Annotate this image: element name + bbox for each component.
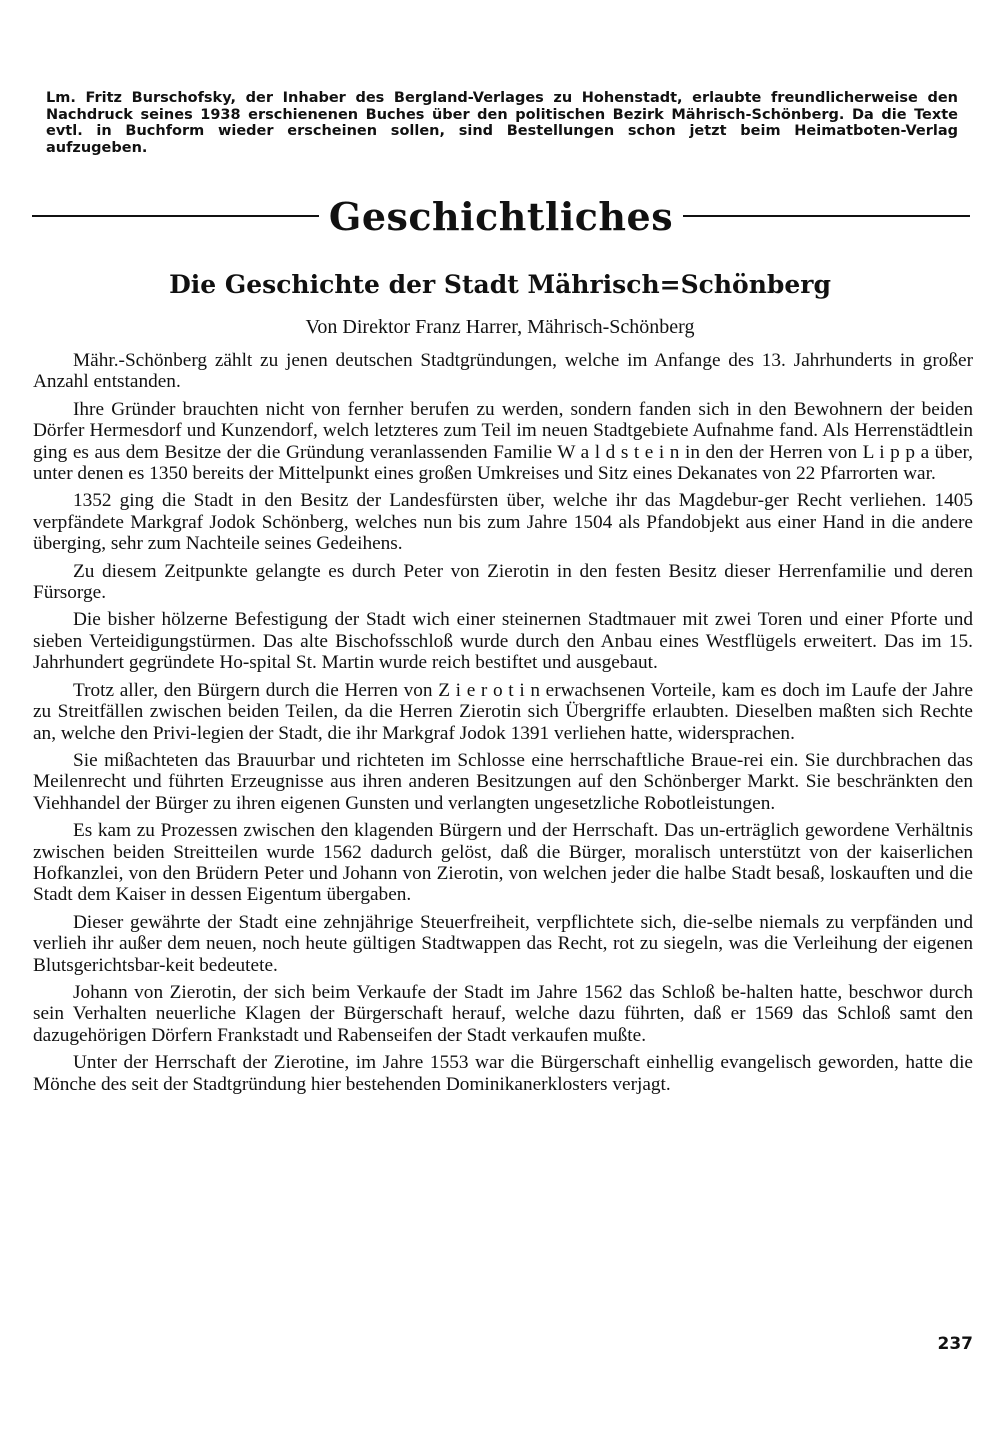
paragraph: Es kam zu Prozessen zwischen den klagenden Bürgern und der Herrschaft. Das un-erträglich gewordene Verhältnis zwischen beiden Streitteilen wurde 1562 dadurch gelöst, daß die Bürger, moralisch unterstützt von der kaiserlichen Hofkanzlei, von den Brüdern Peter und Johann von Zierotin, von welchen jeder die halbe Stadt besaß, loskauften und die Stadt dem Kaiser in dessen Eigentum übergaben. bbox=[33, 820, 973, 906]
section-title: Geschichtliches bbox=[328, 193, 674, 239]
paragraph: Ihre Gründer brauchten nicht von fernher berufen zu werden, sondern fanden sich in den Bewohnern der beiden Dörfer Hermesdorf und Kunzendorf, welch letzteres zum Teil im neuen Stadtgebiete Aufnahme fand. Als Herrenstädtlein ging es aus dem Besitze der die Gründung veranlassenden Familie W a l d s t e i n in den der Herren von L i p p a über, unter denen es 1350 bereits der Mittelpunkt eines großen Umkreises und Sitz eines Dekanates von 22 Pfarrorten war. bbox=[33, 398, 973, 485]
paragraph: Zu diesem Zeitpunkte gelangte es durch Peter von Zierotin in den festen Besitz dieser Herrenfamilie und deren Fürsorge. bbox=[33, 560, 973, 604]
article-title: Die Geschichte der Stadt Mährisch=Schönberg bbox=[169, 270, 831, 299]
paragraph: Mähr.-Schönberg zählt zu jenen deutschen Stadtgründungen, welche im Anfange des 13. Jahrhunderts in großer Anzahl entstanden. bbox=[33, 350, 973, 393]
paragraph: Sie mißachteten das Brauurbar und richteten im Schlosse eine herrschaftliche Braue-rei ein. Sie durchbrachen das Meilenrecht und führten Erzeugnisse aus ihren anderen Besitzungen auf den Schönberger Markt. Sie beschränkten den Viehhandel der Bürger zu ihren eigenen Gunsten und verlangten ungesetzliche Robotleistungen. bbox=[33, 749, 973, 814]
paragraph: Dieser gewährte der Stadt eine zehnjährige Steuerfreiheit, verpflichtete sich, die-selbe niemals zu verpfänden und verlieh ihr außer dem neuen, noch heute gültigen Stadtwappen das Recht, rot zu siegeln, was die Verleihung der eigenen Blutsgerichtsbar-keit bedeutete. bbox=[33, 911, 973, 976]
paragraph: Unter der Herrschaft der Zierotine, im Jahre 1553 war die Bürgerschaft einhellig evangelisch geworden, hatte die Mönche des seit der Stadtgründung hier bestehenden Dominikanerklosters verjagt. bbox=[33, 1052, 973, 1095]
left-rule bbox=[32, 215, 319, 217]
paragraph: Trotz aller, den Bürgern durch die Herren von Z i e r o t i n erwachsenen Vorteile, kam es doch im Laufe der Jahre zu Streitfällen zwischen beiden Teilen, da die Herren Zierotin sich Übergriffe erlaubten. Dieselben maßten sich Rechte an, welche den Privi-legien der Stadt, die ihr Markgraf Jodok 1391 verliehen hatte, widersprachen. bbox=[33, 679, 973, 744]
section-header bbox=[32, 188, 970, 244]
editorial-note: Lm. Fritz Burschofsky, der Inhaber des Bergland-Verlages zu Hohenstadt, erlaubte freundlicherweise den Nachdruck seines 1938 erschienenen Buches über den politischen Bezirk Mährisch-Schönberg. Da die Texte evtl. in Buchform wieder erscheinen sollen, sind Bestellungen schon jetzt beim Heimatboten-Verlag aufzugeben. bbox=[46, 90, 958, 156]
paragraph: 1352 ging die Stadt in den Besitz der Landesfürsten über, welche ihr das Magdebur-ger Recht verliehen. 1405 verpfändete Markgraf Jodok Schönberg, welches nun bis zum Jahre 1504 als Pfandobjekt aus einer Hand in die andere überging, sehr zum Nachteile seines Gedeihens. bbox=[33, 490, 973, 555]
paragraph: Die bisher hölzerne Befestigung der Stadt wich einer steinernen Stadtmauer mit zwei Toren und einer Pforte und sieben Verteidigungstürmen. Das alte Bischofsschloß wurde durch den Anbau eines Westflügels erweitert. Das im 15. Jahrhundert gegründete Ho-spital St. Martin wurde reich bestiftet und ausgebaut. bbox=[33, 609, 973, 674]
paragraph: Johann von Zierotin, der sich beim Verkaufe der Stadt im Jahre 1562 das Schloß be-halten hatte, beschwor durch sein Verhalten neuerliche Klagen der Bürgerschaft herauf, welche dazu führten, daß er 1569 das Schloß samt den dazugehörigen Dörfern Frankstadt und Rabenseifen der Stadt verkaufen mußte. bbox=[33, 981, 973, 1046]
article-body bbox=[33, 350, 973, 1101]
page-number: 237 bbox=[937, 1334, 973, 1354]
right-rule bbox=[683, 215, 970, 217]
article-author: Von Direktor Franz Harrer, Mährisch-Schönberg bbox=[305, 316, 695, 338]
